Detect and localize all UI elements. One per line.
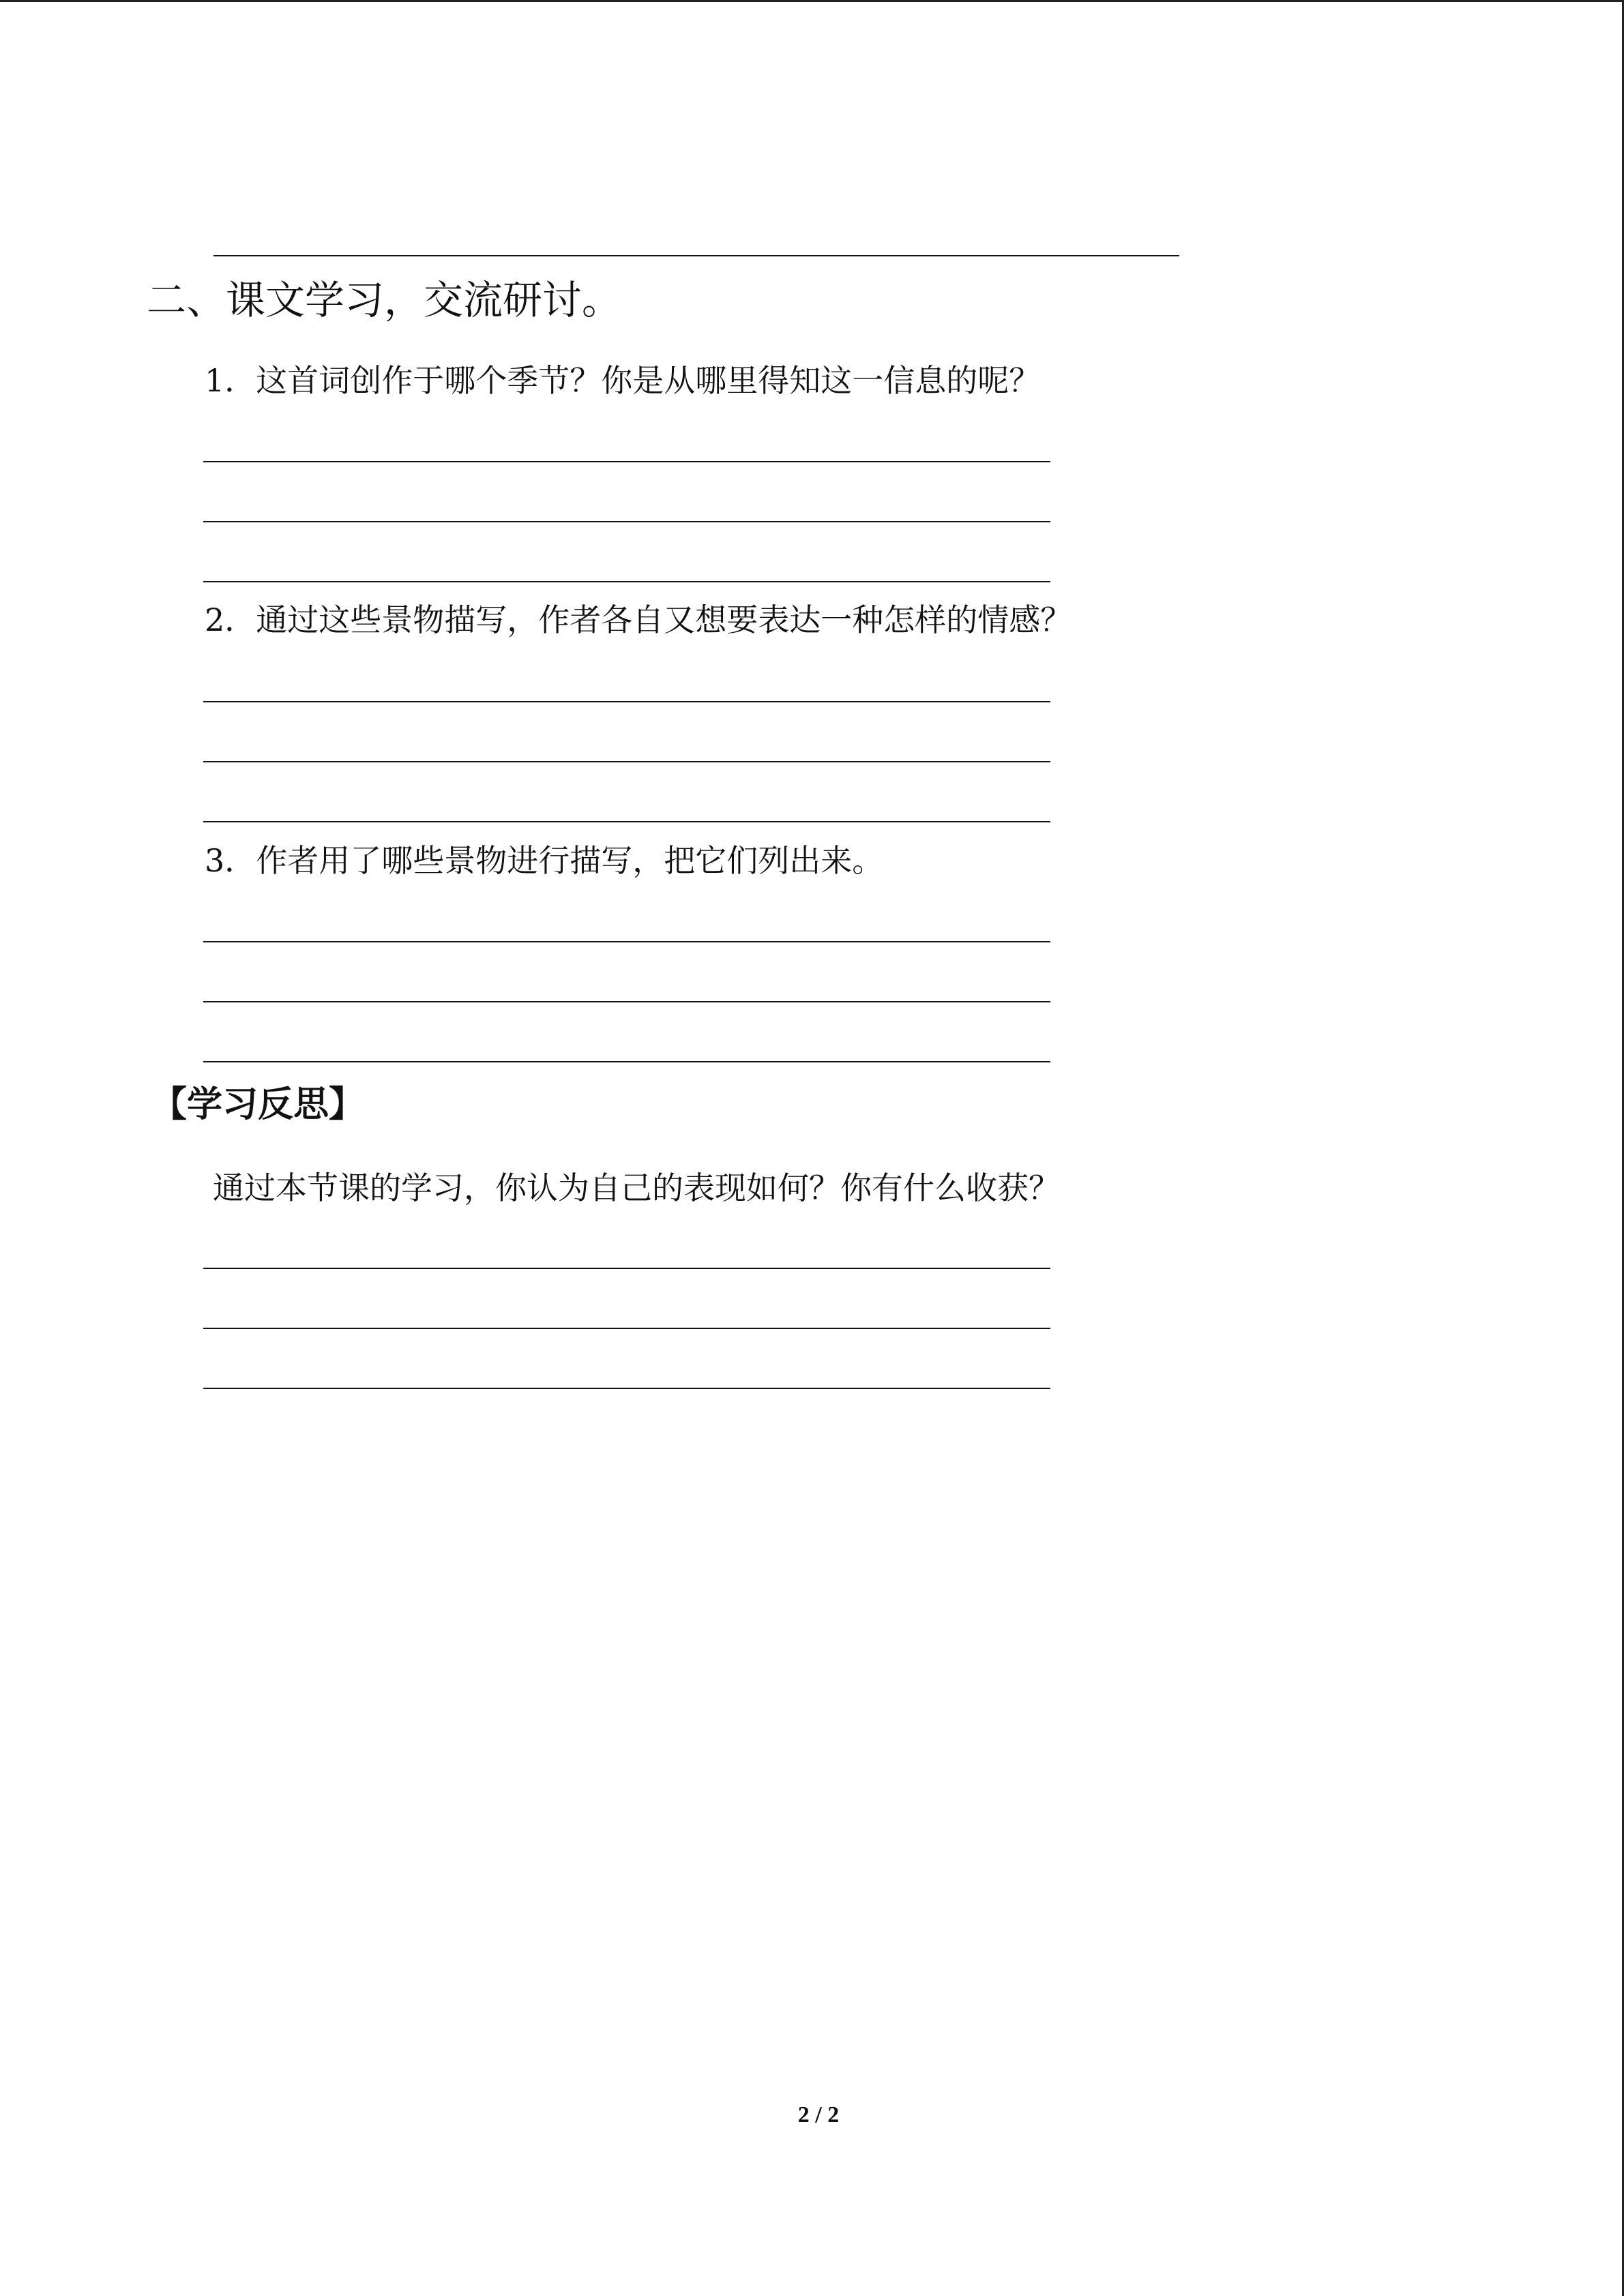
section-heading: 二、课文学习，交流研讨。 <box>147 277 622 323</box>
answer-line[interactable] <box>203 1061 1050 1062</box>
question-1: 1．这首词创作于哪个季节？你是从哪里得知这一信息的呢？ <box>205 362 1041 399</box>
question-2: 2．通过这些景物描写，作者各自又想要表达一种怎样的情感？ <box>205 601 1072 638</box>
question-3: 3．作者用了哪些景物进行描写，把它们列出来。 <box>205 842 884 879</box>
answer-line[interactable] <box>203 821 1050 822</box>
answer-line[interactable] <box>203 581 1050 582</box>
answer-line[interactable] <box>203 761 1050 762</box>
reflection-prompt: 通过本节课的学习，你认为自己的表现如何？你有什么收获？ <box>213 1169 1060 1206</box>
answer-line[interactable] <box>203 701 1050 702</box>
answer-line[interactable] <box>203 1001 1050 1002</box>
answer-line[interactable] <box>203 1268 1050 1269</box>
answer-line[interactable] <box>203 521 1050 522</box>
answer-line[interactable] <box>203 461 1050 462</box>
page-number: 2 / 2 <box>797 2102 840 2128</box>
answer-line[interactable] <box>203 1388 1050 1389</box>
answer-line[interactable] <box>213 255 1179 256</box>
reflection-heading: 【学习反思】 <box>151 1084 365 1125</box>
answer-line[interactable] <box>203 941 1050 942</box>
answer-line[interactable] <box>203 1328 1050 1329</box>
page-border-top <box>0 0 1624 2</box>
